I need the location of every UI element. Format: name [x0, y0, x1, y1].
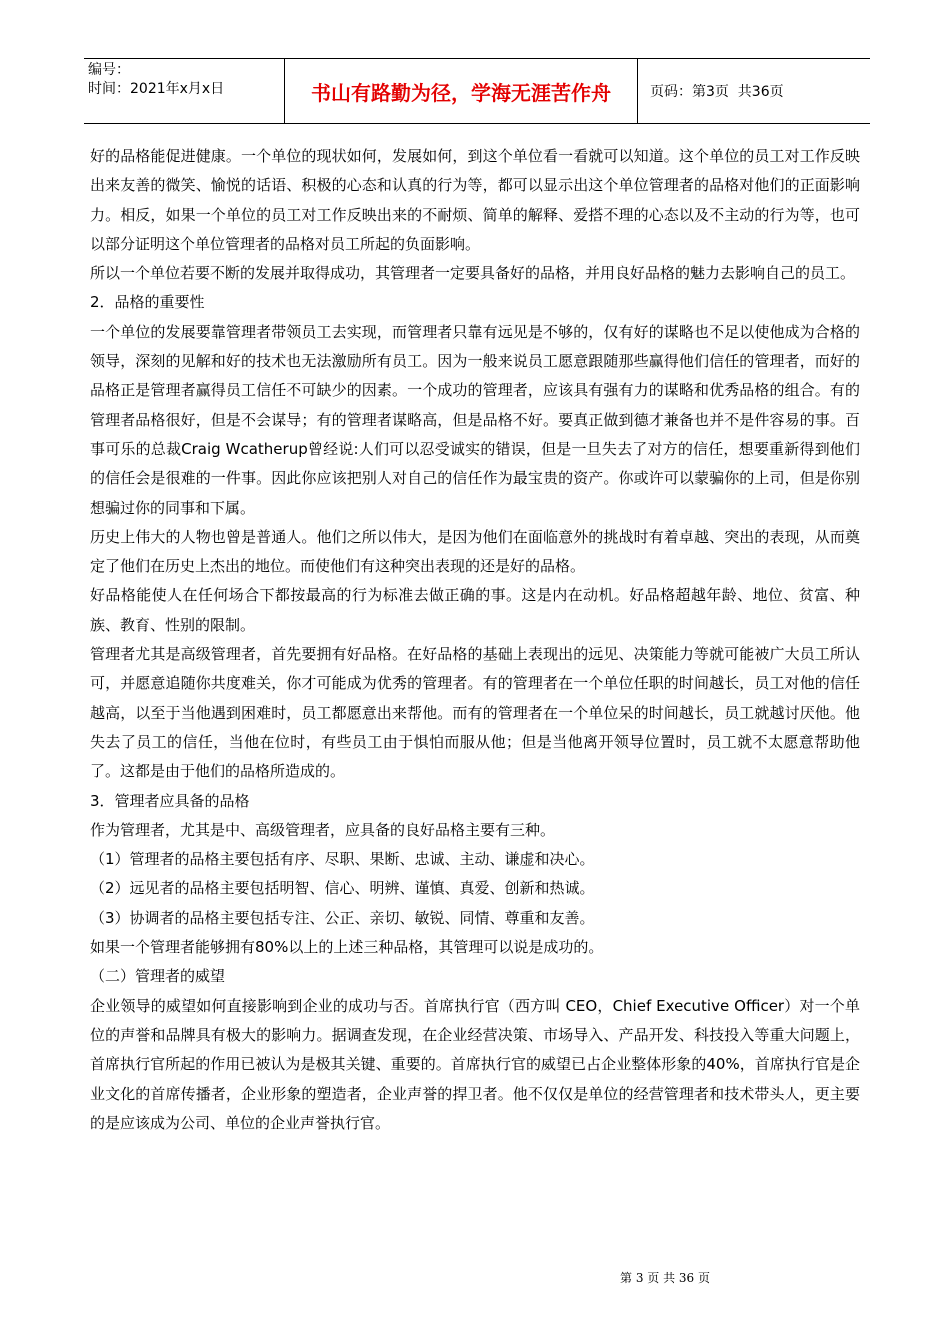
paragraph: 作为管理者，尤其是中、高级管理者，应具备的良好品格主要有三种。 [90, 820, 556, 839]
section-heading: （二）管理者的威望 [90, 967, 226, 986]
paragraph: 所以一个单位若要不断的发展并取得成功，其管理者一定要具备好的品格，并用良好品格的魅力去影响自己的员工。 [90, 264, 856, 283]
page-header [84, 58, 870, 124]
paragraph: 如果一个管理者能够拥有80%以上的上述三种品格，其管理可以说是成功的。 [90, 938, 604, 957]
header-motto: 书山有路勤为径，学海无涯苦作舟 [285, 59, 638, 123]
section-heading: 3．管理者应具备的品格 [90, 791, 250, 810]
number-label: 编号： [88, 62, 130, 78]
document-body [90, 142, 860, 1138]
list-item: （1）管理者的品格主要包括有序、尽职、果断、忠诚、主动、谦虚和决心。 [90, 850, 595, 869]
paragraph: 好品格能使人在任何场合下都按最高的行为标准去做正确的事。这是内在动机。好品格超越年龄、地位、贫富、种族、教育、性别的限制。 [90, 586, 860, 634]
paragraph: 管理者尤其是高级管理者，首先要拥有好品格。在好品格的基础上表现出的远见、决策能力等就可能被广大员工所认可，并愿意追随你共度难关，你才可能成为优秀的管理者。有的管理者在一个单位任职的时间越长，员工对他的信任越高，以至于当他遇到困难时，员工都愿意出来帮他。而有的管理者在一个单位呆的时间越长，员工就越讨厌他。他失去了员工的信任，当他在位时，有些员工由于惧怕而服从他；但是当他离开领导位置时，员工就不太愿意帮助他了。这都是由于他们的品格所造成的。 [90, 645, 860, 781]
paragraph: 企业领导的威望如何直接影响到企业的成功与否。首席执行官（西方叫 CEO，Chief Executive Officer）对一个单位的声誉和品牌具有极大的影响力。据调查发现，在企业经营决策、市场导入、产品开发、科技投入等重大问题上，首席执行官所起的作用已被认为是极其关键、重要的。首席执行官的威望已占企业整体形象的40%，首席执行官是企业文化的首席传播者，企业形象的塑造者，企业声誉的捍卫者。他不仅仅是单位的经营管理者和技术带头人，更主要的是应该成为公司、单位的企业声誉执行官。 [90, 996, 860, 1132]
page-footer: 第 3 页 共 36 页 [620, 1271, 710, 1285]
time-label: 时间：2021年x月x日 [88, 81, 225, 97]
paragraph: 一个单位的发展要靠管理者带领员工去实现，而管理者只靠有远见是不够的，仅有好的谋略也不足以使他成为合格的领导，深刻的见解和好的技术也无法激励所有员工。因为一般来说员工愿意跟随那些赢得他们信任的管理者，而好的品格正是管理者赢得员工信任不可缺少的因素。一个成功的管理者，应该具有强有力的谋略和优秀品格的组合。有的管理者品格很好，但是不会谋导；有的管理者谋略高，但是品格不好。要真正做到德才兼备也并不是件容易的事。百事可乐的总裁Craig Wcatherup曾经说:人们可以忍受诚实的错误，但是一旦失去了对方的信任，想要重新得到他们的信任会是很难的一件事。因此你应该把别人对自己的信任作为最宝贵的资产。你或许可以蒙骗你的上司，但是你别想骗过你的同事和下属。 [90, 322, 860, 517]
list-item: （3）协调者的品格主要包括专注、公正、亲切、敏锐、同情、尊重和友善。 [90, 908, 595, 927]
header-page-info: 页码：第3页 共36页 [650, 84, 784, 100]
paragraph: 历史上伟大的人物也曾是普通人。他们之所以伟大，是因为他们在面临意外的挑战时有着卓越、突出的表现，从而奠定了他们在历史上杰出的地位。而使他们有这种突出表现的还是好的品格。 [90, 527, 860, 576]
section-heading: 2．品格的重要性 [90, 293, 205, 312]
paragraph: 好的品格能促进健康。一个单位的现状如何，发展如何，到这个单位看一看就可以知道。这个单位的员工对工作反映出来友善的微笑、愉悦的话语、积极的心态和认真的行为等，都可以显示出这个单位管理者的品格对他们的正面影响力。相反，如果一个单位的员工对工作反映出来的不耐烦、简单的解释、爱搭不理的心态以及不主动的行为等，也可以部分证明这个单位管理者的品格对员工所起的负面影响。 [90, 147, 860, 253]
header-meta [84, 59, 285, 123]
list-item: （2）远见者的品格主要包括明智、信心、明辨、谨慎、真爱、创新和热诚。 [90, 879, 595, 898]
